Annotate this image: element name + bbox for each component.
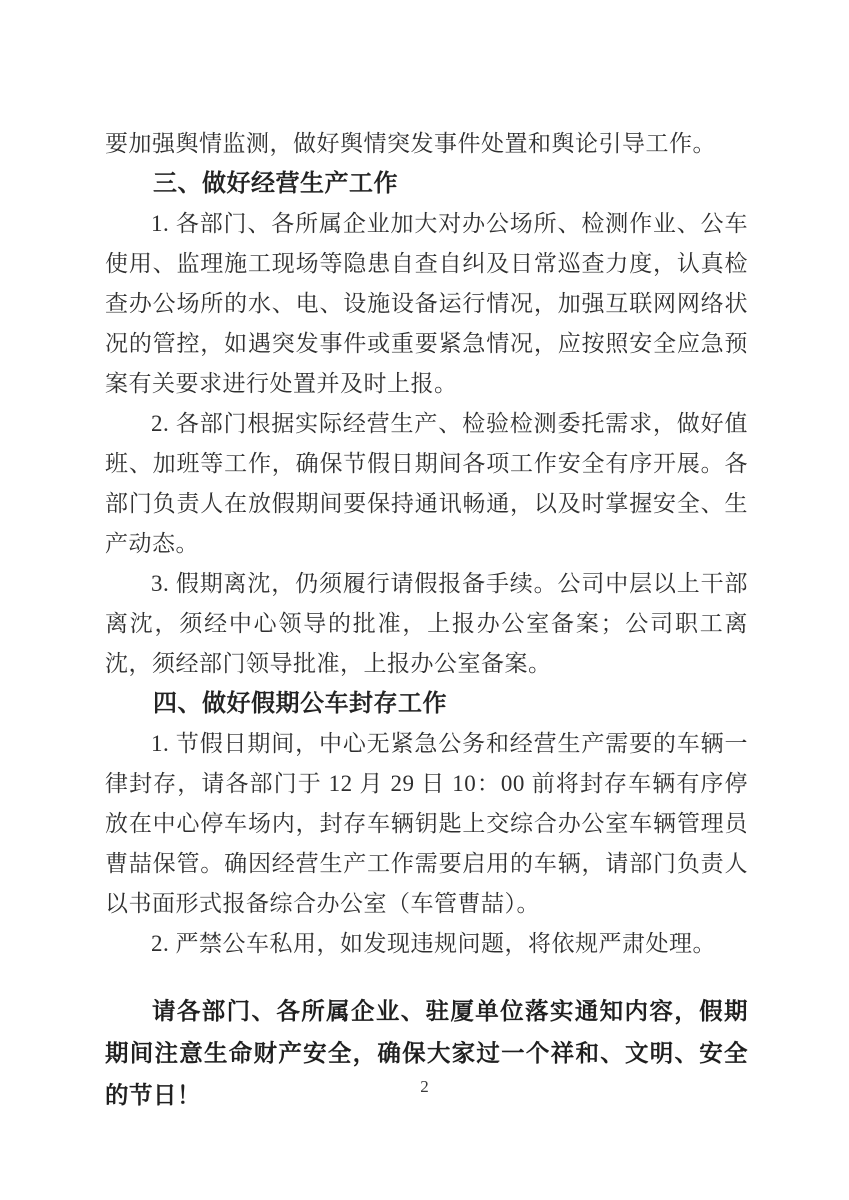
section4-item-1: 1. 节假日期间，中心无紧急公务和经营生产需要的车辆一律封存，请各部门于 12 月 29 日 10：00 前将封存车辆有序停放在中心停车场内，封存车辆钥匙上交综合办公室车辆管理员曹喆保管。确因经营生产工作需要启用的车辆，请部门负责人以书面形式报备综合办公室（车管曹喆）。 [105, 731, 748, 916]
document-content [105, 124, 748, 1116]
section4-item-2: 2. 严禁公车私用，如发现违规问题，将依规严肃处理。 [151, 931, 716, 956]
section3-item-3: 3. 假期离沈，仍须履行请假报备手续。公司中层以上干部离沈，须经中心领导的批准，上报办公室备案；公司职工离沈，须经部门领导批准，上报办公室备案。 [105, 571, 748, 676]
section-heading-vehicle-sealing: 四、做好假期公车封存工作 [153, 690, 447, 717]
section3-item-1: 1. 各部门、各所属企业加大对办公场所、检测作业、公车使用、监理施工现场等隐患自查自纠及日常巡查力度，认真检查办公场所的水、电、设施设备运行情况，加强互联网网络状况的管控，如遇突发事件或重要紧急情况，应按照安全应急预案有关要求进行处置并及时上报。 [105, 211, 748, 396]
section3-item-2: 2. 各部门根据实际经营生产、检验检测委托需求，做好值班、加班等工作，确保节假日期间各项工作安全有序开展。各部门负责人在放假期间要保持通讯畅通，以及时掌握安全、生产动态。 [105, 411, 748, 556]
page-number: 2 [420, 1077, 429, 1096]
continuation-paragraph: 要加强舆情监测，做好舆情突发事件处置和舆论引导工作。 [105, 131, 716, 156]
section-heading-operations: 三、做好经营生产工作 [153, 170, 398, 197]
closing-paragraph: 请各部门、各所属企业、驻厦单位落实通知内容，假期期间注意生命财产安全，确保大家过一个祥和、文明、安全的节日！ [105, 998, 748, 1108]
